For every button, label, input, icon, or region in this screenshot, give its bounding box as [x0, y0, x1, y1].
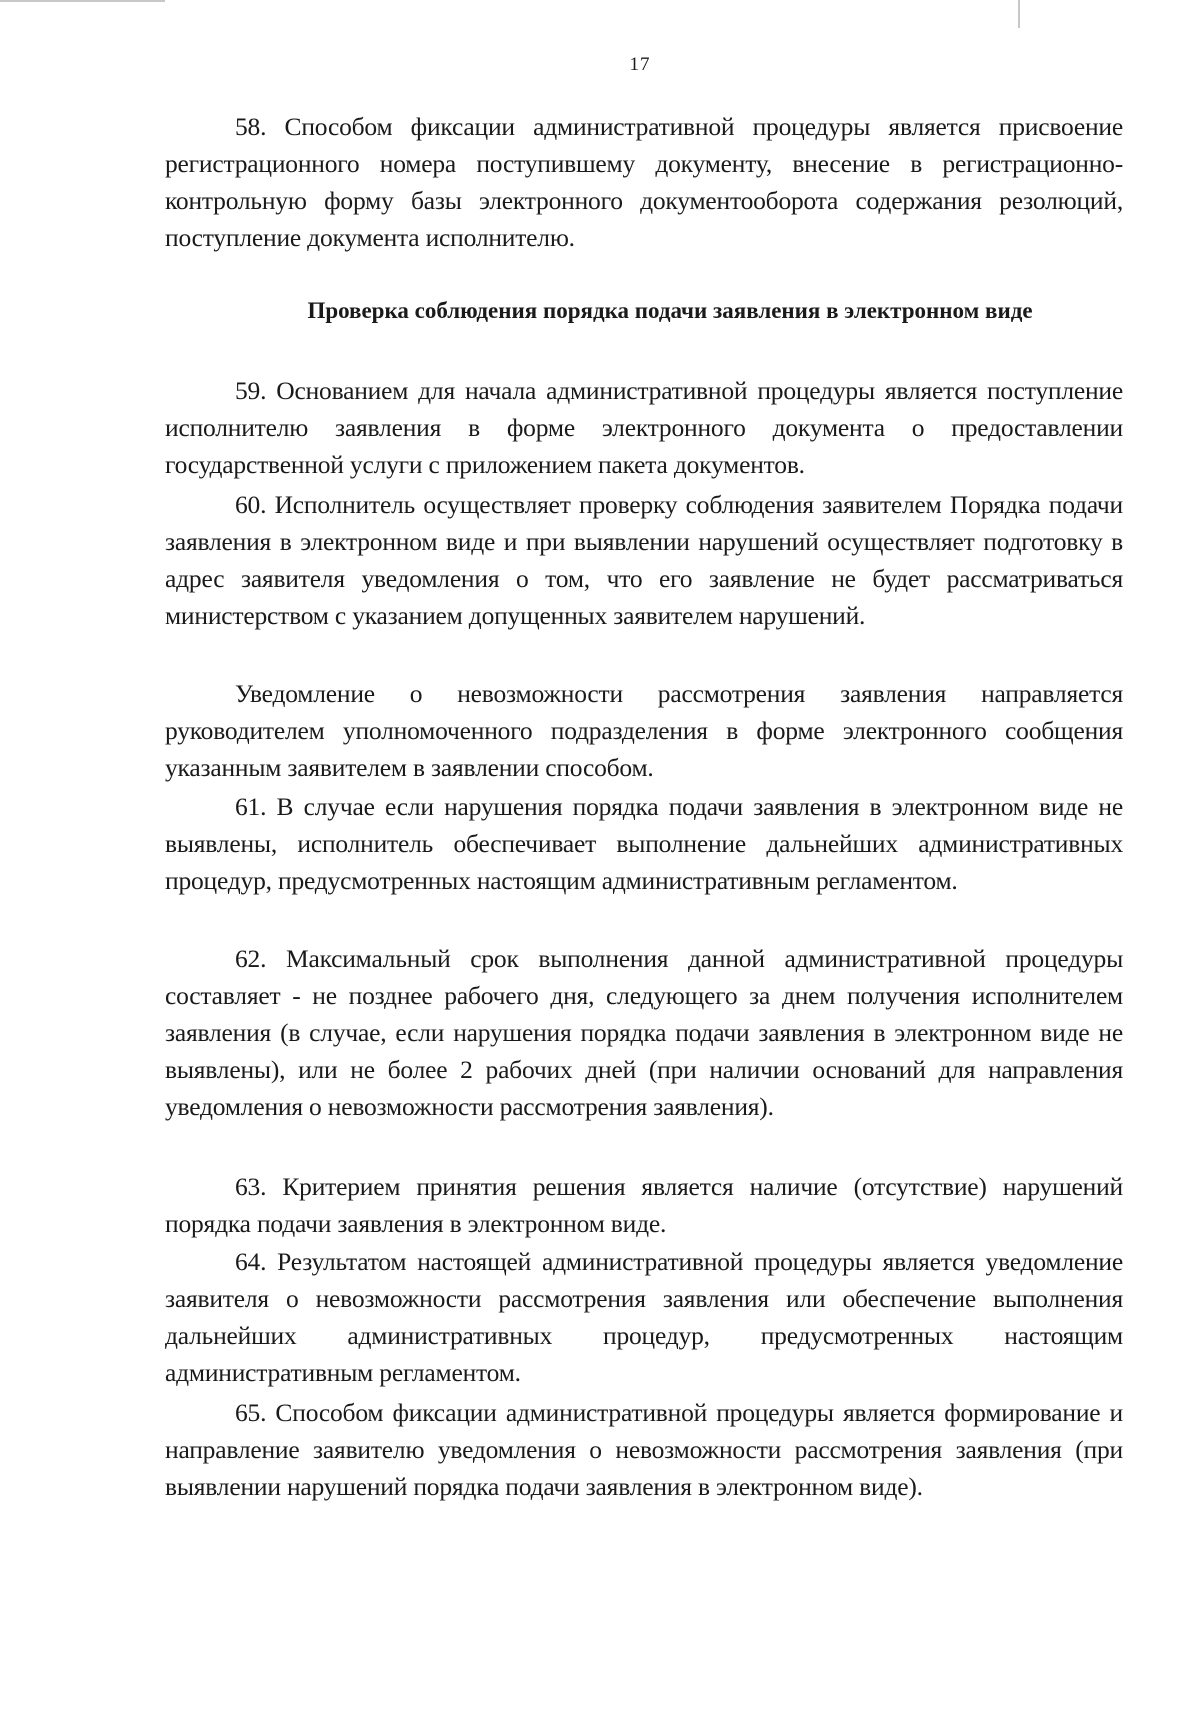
paragraph-61: 61. В случае если нарушения порядка подачи заявления в электронном виде не выявлены, исполнитель обеспечивает выполнение дальнейших административных процедур, предусмотренных настоящим административным регламентом. — [165, 792, 1123, 895]
paragraph-65: 65. Способом фиксации административной процедуры является формирование и направление заявителю уведомления о невозможности рассмотрения заявления (при выявлении нарушений порядка подачи заявления в электронном виде). — [165, 1398, 1123, 1501]
page-number: 17 — [629, 54, 651, 75]
paragraph-63: 63. Критерием принятия решения является наличие (отсутствие) нарушений порядка подачи заявления в электронном виде. — [165, 1172, 1123, 1238]
paragraph-64: 64. Результатом настоящей административной процедуры является уведомление заявителя о невозможности рассмотрения заявления или обеспечение выполнения дальнейших административных процедур, предусмотренных настоящим административным регламентом. — [165, 1247, 1123, 1387]
paragraph-notification: Уведомление о невозможности рассмотрения заявления направляется руководителем уполномоченного подразделения в форме электронного сообщения указанным заявителем в заявлении способом. — [165, 679, 1123, 782]
section-title: Проверка соблюдения порядка подачи заявления в электронном виде — [307, 298, 1033, 323]
paragraph-58: 58. Способом фиксации административной процедуры является присвоение регистрационного номера поступившему документу, внесение в регистрационно-контрольную форму базы электронного документооборота содержания резолюций, поступление документа исполнителю. — [165, 112, 1123, 252]
paragraph-62: 62. Максимальный срок выполнения данной административной процедуры составляет - не позднее рабочего дня, следующего за днем получения исполнителем заявления (в случае, если нарушения порядка подачи заявления в электронном виде не выявлены), или не более 2 рабочих дней (при наличии оснований для направления уведомления о невозможности рассмотрения заявления). — [165, 944, 1123, 1121]
paragraph-60: 60. Исполнитель осуществляет проверку соблюдения заявителем Порядка подачи заявления в электронном виде и при выявлении нарушений осуществляет подготовку в адрес заявителя уведомления о том, что его заявление не будет рассматриваться министерством с указанием допущенных заявителем нарушений. — [165, 490, 1123, 630]
paragraph-59: 59. Основанием для начала административной процедуры является поступление исполнителю заявления в форме электронного документа о предоставлении государственной услуги с приложением пакета документов. — [165, 376, 1123, 479]
scan-edge-mark-top-right — [1018, 0, 1020, 28]
scan-edge-mark-top-left — [0, 0, 165, 2]
